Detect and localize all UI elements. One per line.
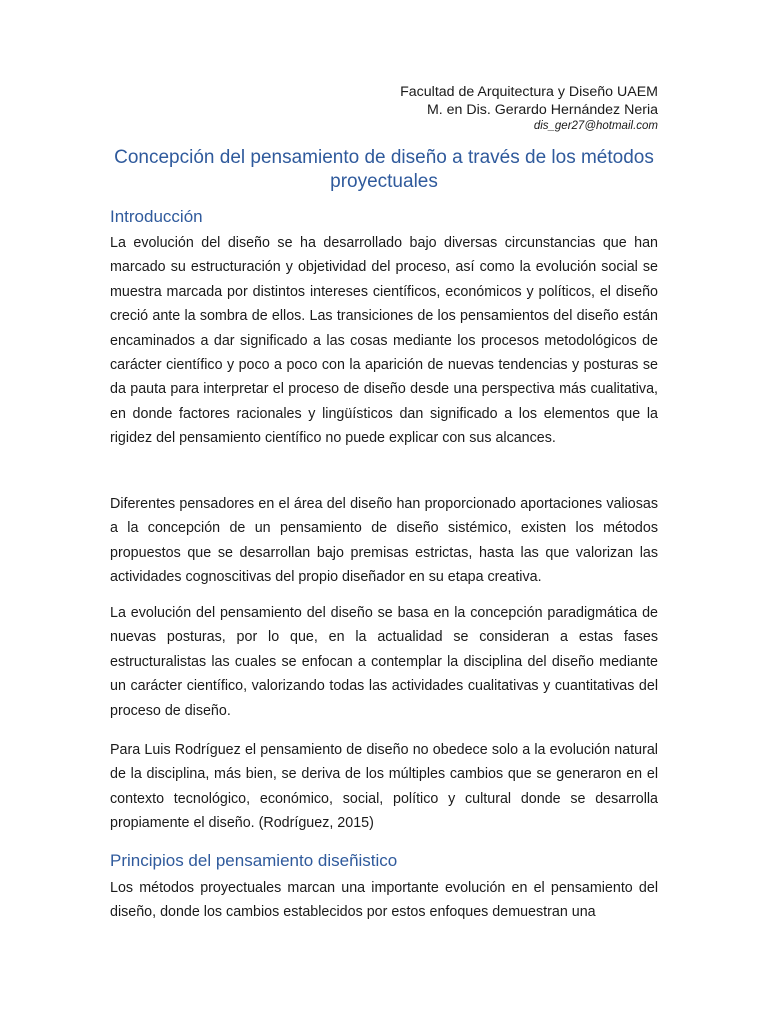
author-header bbox=[400, 83, 658, 134]
section-heading-introduccion: Introducción bbox=[110, 207, 203, 226]
paragraph: Para Luis Rodríguez el pensamiento de diseño no obedece solo a la evolución natural de la disciplina, más bien, se deriva de los múltiples cambios que se generaron en el contexto tecnológico, económico, social, político y cultural donde se desarrolla propiamente el diseño. (Rodríguez, 2015) bbox=[110, 742, 658, 832]
paragraph: La evolución del pensamiento del diseño se basa en la concepción paradigmática de nuevas posturas, por lo que, en la actualidad se consideran a estas fases estructuralistas las cuales se enfocan a contemplar la disciplina del diseño mediante un carácter científico, valorizando todas las actividades cualitativas y cuantitativas del proceso de diseño. bbox=[110, 605, 658, 719]
paragraph: Diferentes pensadores en el área del diseño han proporcionado aportaciones valiosas a la concepción de un pensamiento de diseño sistémico, existen los métodos propuestos que se desarrollan bajo premisas estrictas, hasta las que valorizan las actividades cognoscitivas del propio diseñador en su etapa creativa. bbox=[110, 496, 658, 586]
document-title: Concepción del pensamiento de diseño a través de los métodos proyectuales bbox=[114, 147, 654, 192]
section-heading-principios: Principios del pensamiento diseñistico bbox=[110, 851, 398, 870]
paragraph: Los métodos proyectuales marcan una importante evolución en el pensamiento del diseño, donde los cambios establecidos por estos enfoques demuestran una bbox=[110, 880, 658, 921]
faculty-line: Facultad de Arquitectura y Diseño UAEM bbox=[400, 84, 658, 100]
paragraph: La evolución del diseño se ha desarrollado bajo diversas circunstancias que han marcado su estructuración y objetividad del proceso, así como la evolución social se muestra marcada por distintos intereses científicos, económicos y políticos, el diseño creció ante la sombra de ellos. Las transiciones de los pensamientos del diseño están encaminados a dar significado a las cosas mediante los procesos metodológicos de carácter científico y poco a poco con la aparición de nuevas tendencias y posturas se da pauta para interpretar el proceso de diseño desde una perspectiva más cualitativa, en donde factores racionales y lingüísticos dan significado a los elementos que la rigidez del pensamiento científico no puede explicar con sus alcances. bbox=[110, 235, 658, 447]
author-line: M. en Dis. Gerardo Hernández Neria bbox=[426, 102, 658, 118]
author-email: dis_ger27@hotmail.com bbox=[533, 120, 658, 132]
